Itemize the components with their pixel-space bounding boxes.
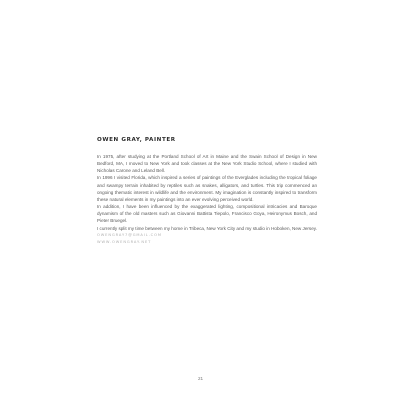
- page-number: 21: [197, 376, 204, 381]
- paragraph-florida: In 1996 I visited Florida, which inspired a series of paintings of the Everglades including the tropical foliage and swampy terrain inhabited by reptiles such as snakes, alligators, and turtles. This trip commenced an ongoing thematic interest in wildlife and the environment. My imagination is constantly inspired to transform these natural elements in my paintings into an ever evolving perceived world.: [97, 175, 317, 202]
- article: [97, 136, 317, 245]
- article-heading: OWEN GRAY, PAINTER: [97, 137, 176, 143]
- paragraph-education: In 1975, after studying at the Portland School of Art in Maine and the Swain School of Design in New Bedford, MA, I moved to New York and took classes at the New York Studio School, where I studied with Nicholas Carone and Leland Bell.: [97, 154, 317, 174]
- paragraph-influences: In addition, I have been influenced by the exaggerated lighting, compositional intricacies and Baroque dynamism of the old masters such as Giovanni Battista Tiepolo, Francisco Goya, Heironymus Bosch, and Pieter Bruegel.: [97, 204, 317, 224]
- email-address: OWENGRAY7@GMAIL.COM: [97, 232, 162, 237]
- paragraph-current: I currently split my time between my home in Tribeca, New York City and my studio in Hoboken, New Jersey.: [97, 225, 317, 231]
- website-address: WWW.OWENGRAY.NET: [97, 239, 152, 244]
